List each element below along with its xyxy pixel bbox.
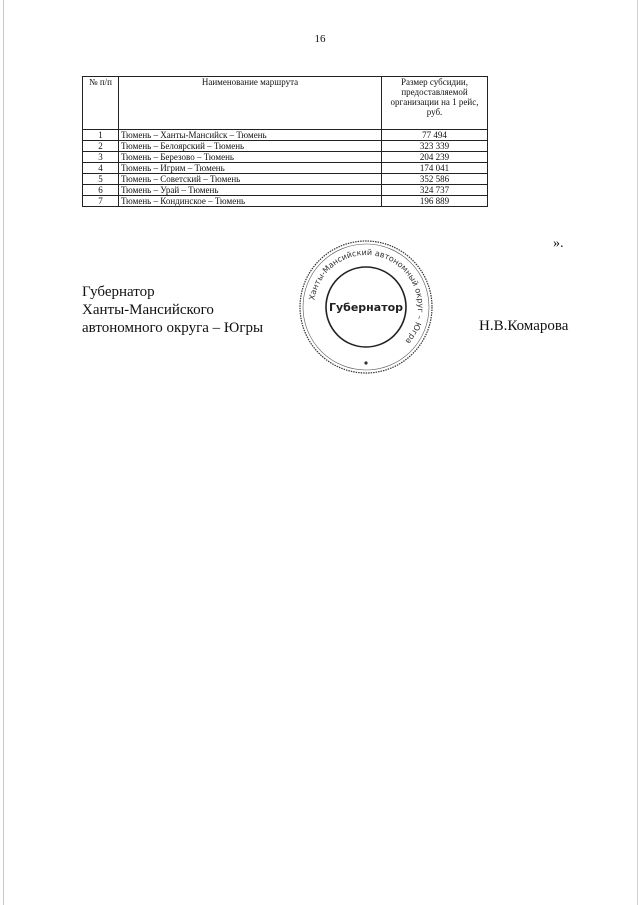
table-row — [83, 141, 488, 152]
row-num: 2 — [83, 141, 119, 152]
row-subsidy: 324 737 — [382, 185, 488, 196]
signatory-name: Н.В.Комарова — [479, 318, 569, 334]
row-route: Тюмень – Игрим – Тюмень — [119, 163, 382, 174]
scan-edge-left — [3, 0, 4, 905]
row-num: 5 — [83, 174, 119, 185]
row-subsidy: 196 889 — [382, 196, 488, 207]
row-route: Тюмень – Ханты-Мансийск – Тюмень — [119, 130, 382, 141]
table-row — [83, 196, 488, 207]
signatory-title-line: автономного округа – Югры — [82, 320, 264, 336]
row-subsidy: 204 239 — [382, 152, 488, 163]
signatory-title — [82, 283, 263, 337]
row-route: Тюмень – Белоярский – Тюмень — [119, 141, 382, 152]
row-num: 3 — [83, 152, 119, 163]
row-subsidy: 174 041 — [382, 163, 488, 174]
row-route: Тюмень – Советский – Тюмень — [119, 174, 382, 185]
header-subsidy — [382, 77, 488, 130]
row-subsidy: 323 339 — [382, 141, 488, 152]
table-row — [83, 185, 488, 196]
seal-center-text: Губернатор — [328, 301, 404, 314]
row-subsidy: 352 586 — [382, 174, 488, 185]
subsidy-table — [82, 76, 488, 207]
official-seal — [296, 237, 436, 377]
signatory-title-line: Губернатор — [82, 284, 155, 300]
signatory-title-line: Ханты-Мансийского — [82, 302, 214, 318]
table-row — [83, 174, 488, 185]
closing-quote: ». — [553, 236, 564, 251]
row-route: Тюмень – Березово – Тюмень — [119, 152, 382, 163]
row-num: 4 — [83, 163, 119, 174]
page-number: 16 — [314, 33, 326, 45]
seal-ring-text: Ханты-Мансийский автономный округ – Югра — [307, 247, 426, 346]
header-subsidy-line: Размер субсидии, — [401, 77, 468, 87]
table-row — [83, 130, 488, 141]
header-subsidy-line: организации на 1 рейс, — [390, 97, 479, 107]
row-num: 7 — [83, 196, 119, 207]
table-row — [83, 152, 488, 163]
header-num: № п/п — [83, 77, 119, 130]
seal-dot — [364, 361, 367, 364]
table-header-row — [83, 77, 488, 130]
row-num: 6 — [83, 185, 119, 196]
row-route: Тюмень – Урай – Тюмень — [119, 185, 382, 196]
header-subsidy-line: предоставляемой — [401, 87, 468, 97]
row-subsidy: 77 494 — [382, 130, 488, 141]
row-num: 1 — [83, 130, 119, 141]
header-route: Наименование маршрута — [119, 77, 382, 130]
scan-edge-right — [637, 0, 638, 905]
table-row — [83, 163, 488, 174]
header-subsidy-line: руб. — [426, 107, 443, 117]
row-route: Тюмень – Кондинское – Тюмень — [119, 196, 382, 207]
